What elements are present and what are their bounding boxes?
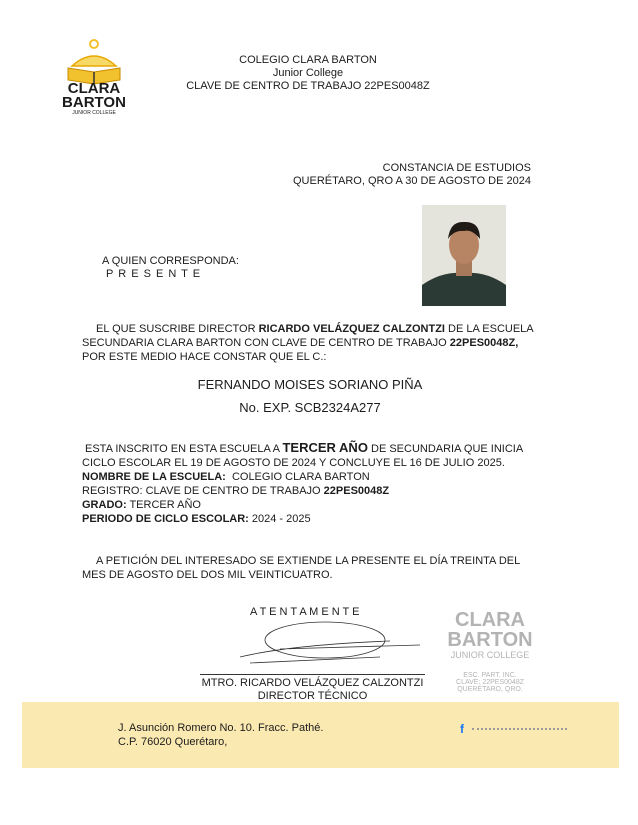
closing-paragraph: A PETICIÓN DEL INTERESADO SE EXTIENDE LA PRESENTE EL DÍA TREINTA DEL MES DE AGOSTO DEL DOS MIL VEINTICUATRO. bbox=[82, 555, 521, 581]
student-exp: No. EXP. SCB2324A277 bbox=[239, 400, 381, 415]
footer-band bbox=[22, 702, 619, 768]
student-name: FERNANDO MOISES SORIANO PIÑA bbox=[197, 377, 423, 392]
signatory bbox=[190, 677, 435, 703]
place-date: QUERÉTARO, QRO A 30 DE AGOSTO DE 2024 bbox=[292, 175, 531, 187]
intro-paragraph: EL QUE SUSCRIBE DIRECTOR RICARDO VELÁZQUEZ CALZONTZI DE LA ESCUELA SECUNDARIA CLARA BARTON CON CLAVE DE CENTRO DE TRABAJO 22PES0048Z, POR ESTE MEDIO HACE CONSTAR QUE EL C.: bbox=[82, 323, 534, 363]
signatory-role: DIRECTOR TÉCNICO bbox=[257, 690, 368, 702]
director-name: RICARDO VELÁZQUEZ CALZONTZI bbox=[258, 323, 445, 335]
student-photo bbox=[422, 205, 506, 306]
signature-line bbox=[200, 674, 425, 675]
school-field: NOMBRE DE LA ESCUELA: COLEGIO CLARA BARTON bbox=[82, 471, 370, 483]
letterhead bbox=[160, 54, 456, 93]
regards: A T E N T A M E N T E bbox=[250, 606, 360, 618]
period-field: PERIODO DE CICLO ESCOLAR: 2024 - 2025 bbox=[82, 513, 311, 525]
document-title: CONSTANCIA DE ESTUDIOS bbox=[382, 162, 531, 174]
logo-text: CLARA bbox=[67, 80, 121, 97]
logo-text: BARTON bbox=[62, 94, 126, 111]
greeting bbox=[102, 255, 239, 281]
enrollment-details: ESTA INSCRITO EN ESTA ESCUELA A TERCER AÑO DE SECUNDARIA QUE INICIA CICLO ESCOLAR EL 19 DE AGOSTO DE 2024 Y CONCLUYE EL 16 DE JULIO 2025. NOMBRE DE LA ESCUELA: COLEGIO CLARA BARTON REGISTRO: CLAVE DE CENTRO DE TRABAJO 22PES0048Z GRADO: TERCER AÑO PERIODO DE CICLO ESCOLAR: 2024 - 2025 bbox=[82, 440, 524, 525]
registro-field: REGISTRO: CLAVE DE CENTRO DE TRABAJO 22PES0048Z bbox=[82, 485, 390, 497]
signature-scribble bbox=[230, 615, 430, 675]
school-logo bbox=[58, 38, 130, 114]
facebook-link[interactable] bbox=[472, 728, 567, 730]
greeting-recipient: A QUIEN CORRESPONDA: bbox=[102, 255, 239, 267]
school-name: COLEGIO CLARA BARTON bbox=[239, 54, 377, 66]
document-heading bbox=[293, 162, 531, 188]
facebook-icon[interactable]: f bbox=[460, 722, 464, 736]
school-subtitle: Junior College bbox=[272, 67, 344, 79]
signatory-name: MTRO. RICARDO VELÁZQUEZ CALZONTZI bbox=[201, 677, 424, 689]
greeting-presente: P R E S E N T E bbox=[106, 268, 202, 280]
grade-field: GRADO: TERCER AÑO bbox=[82, 499, 201, 511]
school-clave: CLAVE DE CENTRO DE TRABAJO 22PES0048Z bbox=[186, 80, 430, 92]
footer-address: J. Asunción Romero No. 10. Fracc. Pathé. C.P. 76020 Querétaro, bbox=[118, 722, 324, 748]
logo-text: JUNIOR COLLEGE bbox=[72, 110, 116, 116]
school-seal-stamp: CLARA BARTON JUNIOR COLLEGE ESC. PART. INC. CLAVE: 22PES0048Z QUERÉTARO, QRO. bbox=[447, 609, 533, 693]
